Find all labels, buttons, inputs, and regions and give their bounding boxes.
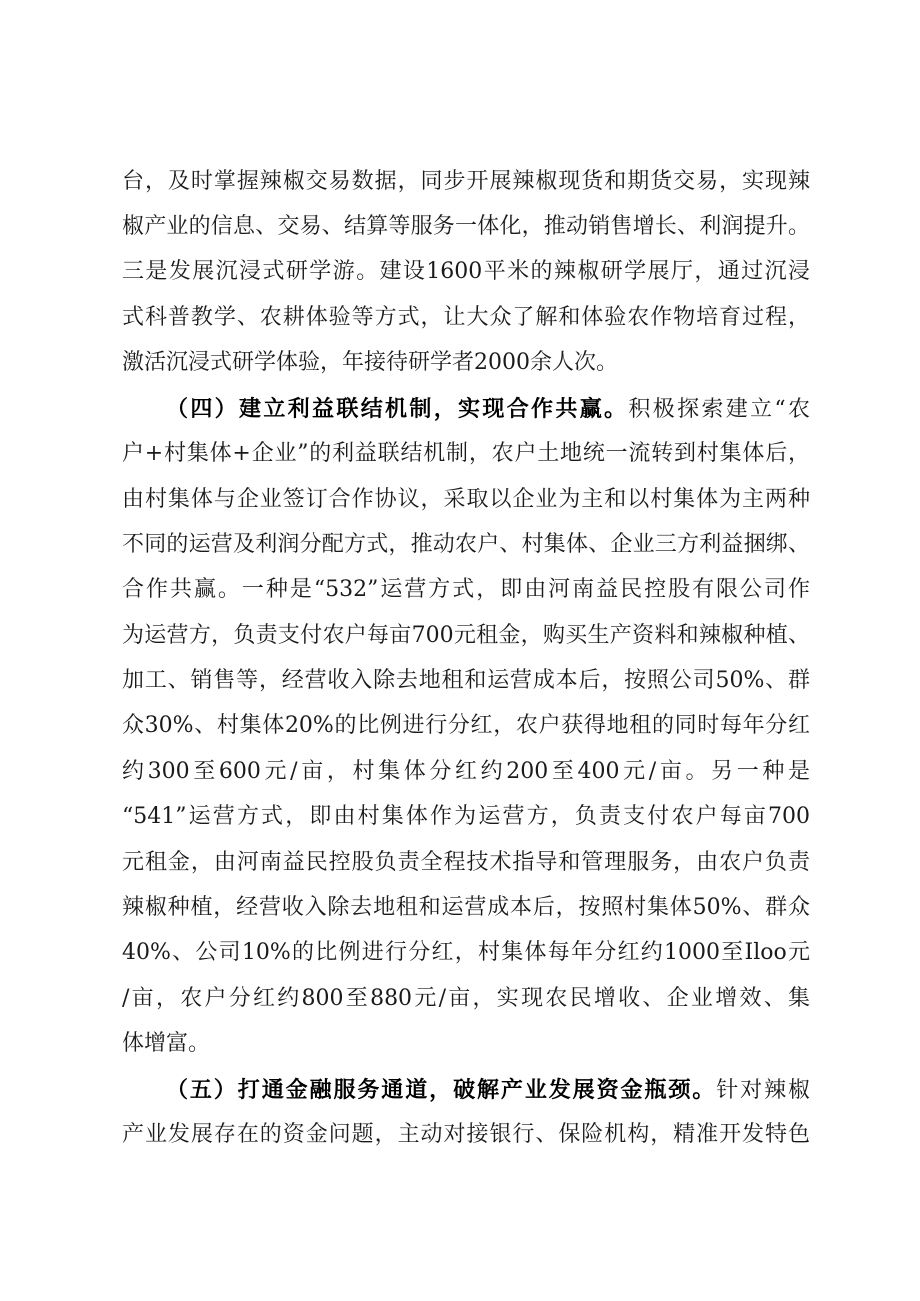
text-line: 为运营方，负责支付农户每亩700元租金，购买生产资料和辣椒种植、 xyxy=(122,623,810,648)
text-line: 不同的运营及利润分配方式，推动农户、村集体、企业三方利益捆绑、 xyxy=(122,532,810,557)
section-5-heading: （五）打通金融服务通道，破解产业发展资金瓶颈。 xyxy=(166,1077,717,1103)
section-5-first-line xyxy=(166,1068,810,1112)
text-line: 辣椒种植，经营收入除去地租和运营成本后，按照村集体50%、群众 xyxy=(122,895,810,920)
section-4-heading: （四）建立利益联结机制，实现合作共赢。 xyxy=(166,396,629,422)
text-line: 加工、销售等，经营收入除去地租和运营成本后，按照公司50%、群 xyxy=(122,668,810,693)
section-4-first-line-rest: 积极探索建立“农 xyxy=(628,397,810,422)
section-4-first-line xyxy=(166,387,810,431)
text-line: 40%、公司10%的比例进行分红，村集体每年分红约1000至Iloo元 xyxy=(122,940,810,965)
text-line: “541”运营方式，即由村集体作为运营方，负责支付农户每亩700 xyxy=(122,804,810,829)
text-line: 合作共赢。一种是“532”运营方式，即由河南益民控股有限公司作 xyxy=(122,577,810,602)
section-5-first-line-rest: 针对辣椒 xyxy=(716,1078,810,1103)
text-line: 台，及时掌握辣椒交易数据，同步开展辣椒现货和期货交易，实现辣 xyxy=(122,169,810,194)
text-line: 三是发展沉浸式研学游。建设1600平米的辣椒研学展厅，通过沉浸 xyxy=(122,259,810,284)
text-line: 椒产业的信息、交易、结算等服务一体化，推动销售增长、利润提升。 xyxy=(122,214,810,239)
text-line: 式科普教学、农耕体验等方式，让大众了解和体验农作物培育过程， xyxy=(122,305,810,330)
text-line: 元租金，由河南益民控股负责全程技术指导和管理服务，由农户负责 xyxy=(122,850,810,875)
text-line: 约300至600元/亩，村集体分红约200至400元/亩。另一种是 xyxy=(122,759,810,784)
text-line: 体增富。 xyxy=(122,1031,211,1056)
text-line: 户+村集体+企业”的利益联结机制，农户土地统一流转到村集体后， xyxy=(122,441,810,466)
text-line: 激活沉浸式研学体验，年接待研学者2000余人次。 xyxy=(122,350,618,375)
text-line: 产业发展存在的资金问题，主动对接银行、保险机构，精准开发特色 xyxy=(122,1122,810,1147)
text-line: 由村集体与企业签订合作协议，采取以企业为主和以村集体为主两种 xyxy=(122,487,810,512)
text-line: /亩，农户分红约800至880元/亩，实现农民增收、企业增效、集 xyxy=(122,986,810,1011)
text-line: 众30%、村集体20%的比例进行分红，农户获得地租的同时每年分红 xyxy=(122,713,810,738)
